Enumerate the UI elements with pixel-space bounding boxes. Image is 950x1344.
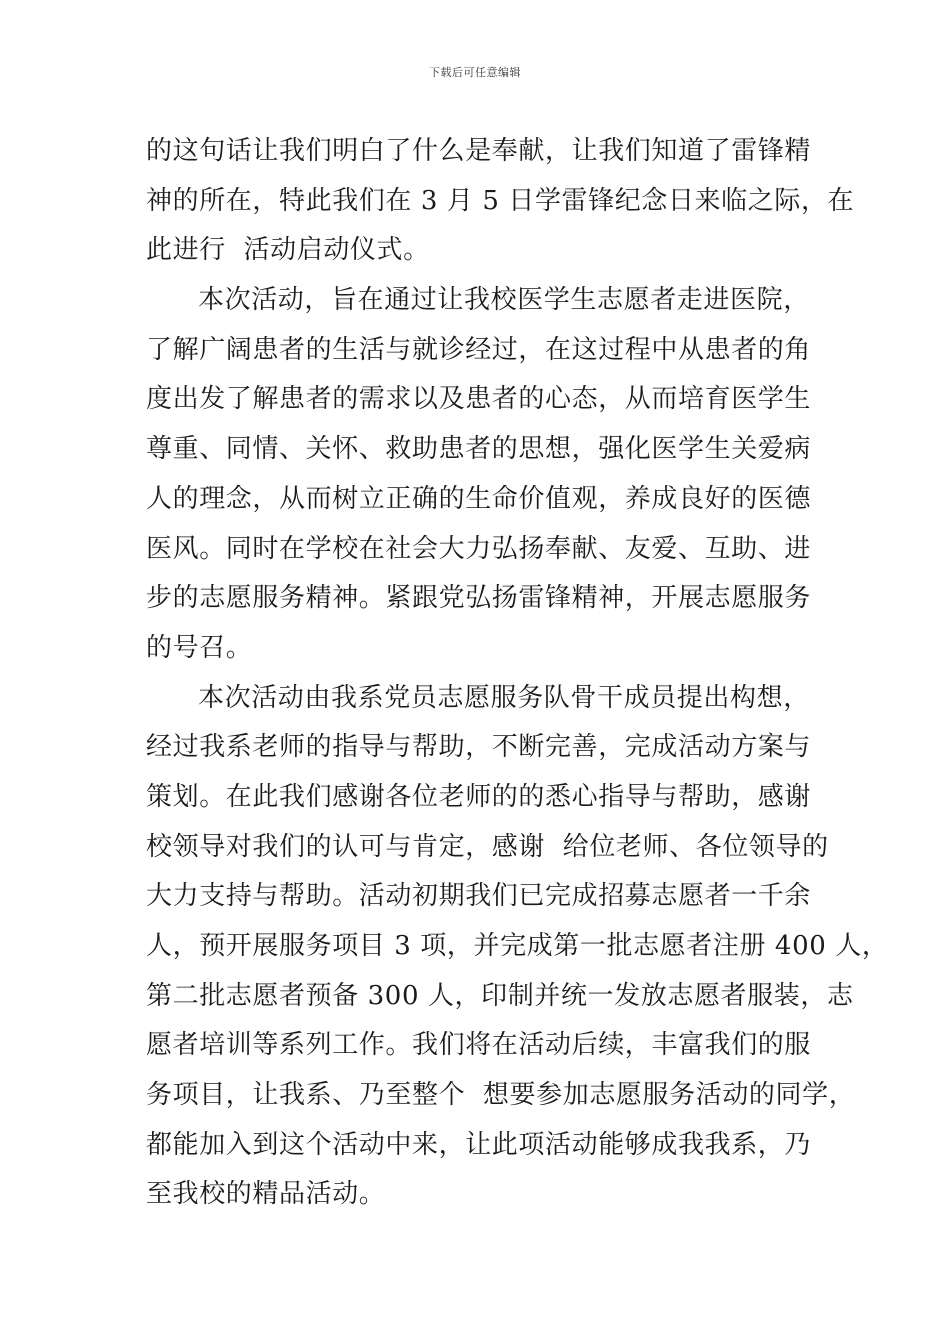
text-line: 神的所在，特此我们在 3 月 5 日学雷锋纪念日来临之际，在: [146, 185, 855, 216]
text-line: 愿者培训等系列工作。我们将在活动后续，丰富我们的服: [146, 1030, 812, 1061]
text-line: 了解广阔患者的生活与就诊经过，在这过程中从患者的角: [146, 334, 812, 365]
page-header: 下载后可任意编辑: [429, 66, 521, 79]
document-body: [146, 127, 889, 1220]
text-line: 尊重、同情、关怀、救助患者的思想，强化医学生关爱病: [146, 434, 812, 465]
paragraph-2: [146, 276, 826, 674]
text-line: 至我校的精品活动。: [146, 1179, 386, 1210]
text-line: 人，预开展服务项目 3 项，并完成第一批志愿者注册 400 人，: [146, 931, 889, 961]
text-line: 大力支持与帮助。活动初期我们已完成招募志愿者一千余: [146, 881, 812, 912]
paragraph-1: [146, 127, 855, 276]
text-line: 校领导对我们的认可与肯定，感谢 给位老师、各位领导的: [146, 831, 829, 862]
text-line: 都能加入到这个活动中来，让此项活动能够成我我系，乃: [146, 1129, 812, 1160]
text-line: 务项目，让我系、乃至整个 想要参加志愿服务活动的同学，: [146, 1080, 856, 1111]
text-line: 策划。在此我们感谢各位老师的的悉心指导与帮助，感谢: [146, 781, 812, 812]
text-line: 的这句话让我们明白了什么是奉献，让我们知道了雷锋精: [146, 136, 812, 166]
text-line: 经过我系老师的指导与帮助，不断完善，完成活动方案与: [146, 732, 812, 763]
text-line: 步的志愿服务精神。紧跟党弘扬雷锋精神，开展志愿服务: [146, 583, 812, 614]
text-line-first: 本次活动，旨在通过让我校医学生志愿者走进医院，: [198, 285, 810, 316]
text-line: 人的理念，从而树立正确的生命价值观，养成良好的医德: [146, 483, 812, 514]
text-line: 此进行 活动启动仪式。: [146, 235, 430, 266]
paragraph-3: [146, 674, 889, 1221]
text-line: 度出发了解患者的需求以及患者的心态，从而培育医学生: [146, 384, 812, 415]
text-line: 医风。同时在学校在社会大力弘扬奉献、友爱、互助、进: [146, 533, 812, 564]
text-line: 的号召。: [146, 632, 253, 663]
text-line-first: 本次活动由我系党员志愿服务队骨干成员提出构想，: [198, 682, 810, 713]
text-line: 第二批志愿者预备 300 人，印制并统一发放志愿者服装，志: [146, 980, 854, 1011]
